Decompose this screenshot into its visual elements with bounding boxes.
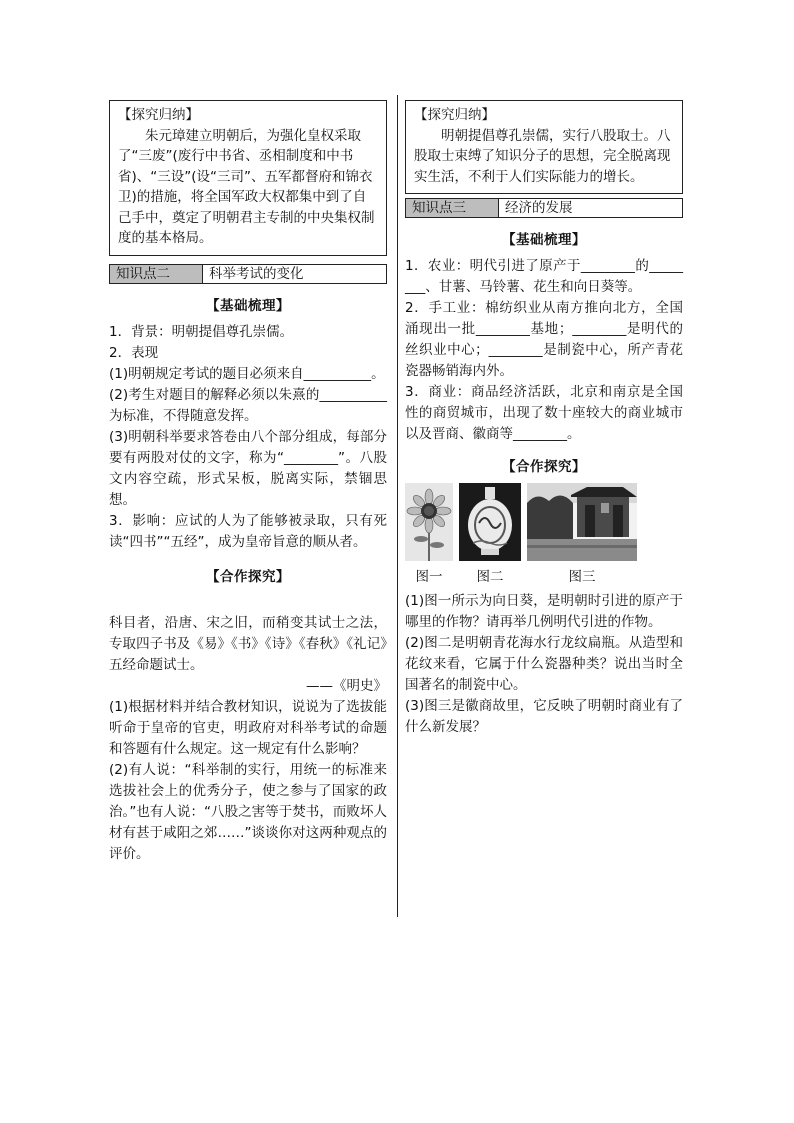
- quote-source: ——《明史》: [306, 677, 387, 694]
- basic-item: 3．影响：应试的人为了能够被录取，只有死读“四书”“五经”，成为皇帝旨意的顺从者。: [109, 512, 387, 550]
- question: (1)图一所示为向日葵，是明朝时引进的原产于哪里的作物？请再举几例明代引进的作物。: [405, 593, 683, 630]
- kp-tag: 知识点二: [110, 265, 203, 283]
- basic-item: 2．手工业：棉纺织业从南方推向北方，全国涌现出一批________基地；________是明代的丝织业中心；________是制瓷中心，所产青花瓷器畅销海内外。: [405, 300, 683, 379]
- question: (1)根据材料并结合教材知识，说说为了选拔能听命于皇帝的官吏，明政府对科举考试的命题和答题有什么规定。这一规定有什么影响？: [109, 698, 387, 757]
- kp-title: 经济的发展: [505, 200, 573, 216]
- box-text: 朱元璋建立明朝后，为强化皇权采取了“三废”(废行中书省、丞相制度和中书省)、“三设”(设“三司”、五军都督府和锦衣卫)的措施，将全国军政大权都集中到了自己手中，奠定了明朝君主专制的中央集权制度的基本格局。: [118, 127, 375, 246]
- basic-item: (3)明朝科举要求答卷由八个部分组成，每部分要有两股对仗的文字，称为“________”。八股文内容空疏，形式呆板，脱离实际，禁锢思想。: [109, 428, 387, 508]
- question: (3)图三是徽商故里，它反映了明朝时商业有了什么新发展？: [405, 698, 683, 735]
- question: (2)图二是明朝青花海水行龙纹扁瓶。从造型和花纹来看，它属于什么瓷器种类？说出当时全国著名的制瓷中心。: [405, 635, 683, 693]
- sunflower-image: [405, 483, 453, 561]
- basic-item: 1．农业：明代引进了原产于________的________、甘薯、马铃薯、花生和向日葵等。: [405, 258, 683, 295]
- basic-review-title: 【基础梳理】: [502, 232, 586, 248]
- basic-item: (2)考生对题目的解释必须以朱熹的__________为标准，不得随意发挥。: [109, 386, 387, 424]
- source-quote: 科目者，沿唐、宋之旧，而稍变其试士之法，专取四子书及《易》《书》《诗》《春秋》《礼记》五经命题试士。: [109, 614, 387, 673]
- left-column: [109, 100, 387, 865]
- box-text: 明朝提倡尊孔崇儒，实行八股取士。八股取士束缚了知识分子的思想，完全脱离现实生活，不利于人们实际能力的增长。: [414, 127, 671, 185]
- figure-1: [405, 483, 453, 585]
- figure-caption: 图一: [415, 569, 443, 585]
- knowledge-point-header: [109, 264, 387, 284]
- box-heading: 【探究归纳】: [118, 107, 199, 123]
- porcelain-vase-image: [459, 483, 521, 561]
- column-divider: [397, 95, 398, 917]
- basic-item: 1．背景：明朝提倡尊孔崇儒。: [109, 323, 294, 340]
- figure-caption: 图二: [476, 569, 504, 585]
- basic-item: (1)明朝规定考试的题目必须来自__________。: [109, 365, 385, 382]
- inquiry-summary-box-left: [109, 100, 387, 256]
- figure-caption: 图三: [568, 569, 596, 585]
- huizhou-merchant-hometown-image: [527, 483, 637, 561]
- kp-tag: 知识点三: [406, 199, 499, 217]
- question: (2)有人说：“科举制的实行，用统一的标准来选拔社会上的优秀分子，使之参与了国家的政治。”也有人说：“八股之害等于焚书，而败坏人材有甚于咸阳之郊……”谈谈你对这两种观点的评价。: [109, 761, 387, 862]
- cooperative-inquiry-title: 【合作探究】: [502, 459, 586, 475]
- basic-review-title: 【基础梳理】: [206, 297, 290, 314]
- basic-item: 2．表现: [109, 344, 159, 361]
- kp-title: 科举考试的变化: [209, 265, 304, 282]
- cooperative-inquiry-title: 【合作探究】: [206, 568, 290, 585]
- figure-3: [527, 483, 637, 585]
- figure-row: [405, 483, 683, 585]
- inquiry-summary-box-right: [405, 100, 683, 194]
- box-heading: 【探究归纳】: [414, 107, 495, 123]
- figure-2: [459, 483, 521, 585]
- knowledge-point-header: [405, 198, 683, 218]
- basic-item: 3．商业：商品经济活跃，北京和南京是全国性的商贸城市，出现了数十座较大的商业城市以及晋商、徽商等________。: [405, 384, 683, 442]
- right-column: [405, 100, 683, 738]
